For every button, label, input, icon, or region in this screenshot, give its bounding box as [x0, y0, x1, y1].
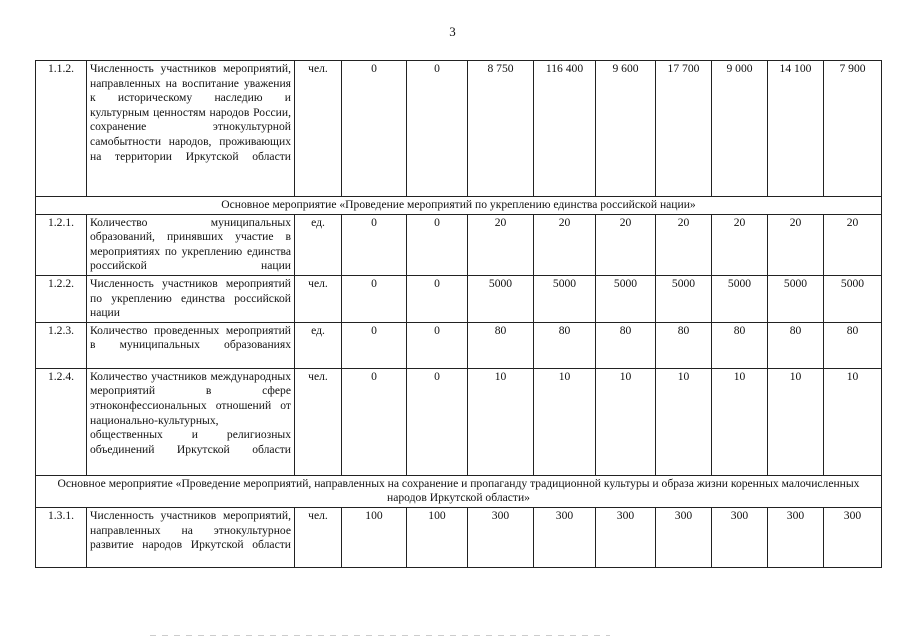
row-value: 20	[534, 214, 596, 275]
row-unit: чел.	[295, 507, 342, 567]
section-row	[36, 197, 882, 215]
row-code: 1.2.4.	[36, 368, 87, 475]
table-row	[36, 322, 882, 368]
row-value: 0	[342, 322, 407, 368]
row-value: 10	[534, 368, 596, 475]
row-name: Численность участников мероприятий, направленных на этнокультурное развитие народов Иркутской области	[87, 507, 295, 567]
row-value: 0	[342, 275, 407, 322]
row-value: 300	[534, 507, 596, 567]
row-name: Количество участников международных мероприятий в сфере этноконфессиональных отношений от национально-культурных, общественных и религиозных объединений Иркутской области	[87, 368, 295, 475]
row-code: 1.3.1.	[36, 507, 87, 567]
row-name: Количество проведенных мероприятий в муниципальных образованиях	[87, 322, 295, 368]
section-heading: Основное мероприятие «Проведение мероприятий по укреплению единства российской нации»	[36, 197, 882, 215]
row-value: 10	[596, 368, 656, 475]
row-value: 80	[824, 322, 882, 368]
row-value: 80	[656, 322, 712, 368]
row-value: 5000	[468, 275, 534, 322]
row-value: 300	[712, 507, 768, 567]
page-number: 3	[449, 24, 456, 39]
row-value: 9 600	[596, 61, 656, 197]
row-value: 80	[712, 322, 768, 368]
scan-artifact-line	[150, 635, 610, 636]
row-value: 9 000	[712, 61, 768, 197]
row-value: 20	[768, 214, 824, 275]
table-row	[36, 507, 882, 567]
row-value: 100	[342, 507, 407, 567]
row-value: 300	[824, 507, 882, 567]
row-name: Численность участников мероприятий, направленных на воспитание уважения к историческому наследию и культурным ценностям народов России, сохранение этнокультурной самобытности народов, проживающих на территории Иркутской области	[87, 61, 295, 197]
row-value: 10	[468, 368, 534, 475]
row-code: 1.2.1.	[36, 214, 87, 275]
row-value: 14 100	[768, 61, 824, 197]
row-unit: ед.	[295, 214, 342, 275]
indicators-table	[35, 60, 882, 568]
row-value: 0	[407, 214, 468, 275]
row-value: 20	[712, 214, 768, 275]
section-row	[36, 475, 882, 507]
row-value: 5000	[534, 275, 596, 322]
row-value: 5000	[824, 275, 882, 322]
table-row	[36, 275, 882, 322]
row-value: 7 900	[824, 61, 882, 197]
row-value: 300	[656, 507, 712, 567]
row-value: 0	[342, 61, 407, 197]
row-value: 20	[596, 214, 656, 275]
row-value: 300	[768, 507, 824, 567]
row-name: Количество муниципальных образований, принявших участие в мероприятиях по укреплению единства российской нации	[87, 214, 295, 275]
row-unit: чел.	[295, 368, 342, 475]
row-unit: чел.	[295, 61, 342, 197]
row-value: 0	[407, 61, 468, 197]
row-value: 5000	[712, 275, 768, 322]
row-value: 300	[468, 507, 534, 567]
row-value: 10	[712, 368, 768, 475]
row-value: 0	[342, 214, 407, 275]
row-value: 80	[768, 322, 824, 368]
row-unit: ед.	[295, 322, 342, 368]
table-row	[36, 61, 882, 197]
row-code: 1.2.3.	[36, 322, 87, 368]
row-value: 80	[534, 322, 596, 368]
table-row	[36, 214, 882, 275]
row-value: 17 700	[656, 61, 712, 197]
row-value: 8 750	[468, 61, 534, 197]
row-value: 0	[407, 275, 468, 322]
row-name: Численность участников мероприятий по укреплению единства российской нации	[87, 275, 295, 322]
row-value: 80	[596, 322, 656, 368]
row-value: 100	[407, 507, 468, 567]
section-heading: Основное мероприятие «Проведение мероприятий, направленных на сохранение и пропаганду традиционной культуры и образа жизни коренных малочисленных народов Иркутской области»	[36, 475, 882, 507]
row-value: 0	[407, 322, 468, 368]
row-value: 5000	[596, 275, 656, 322]
row-value: 5000	[656, 275, 712, 322]
row-value: 0	[407, 368, 468, 475]
row-value: 20	[824, 214, 882, 275]
row-unit: чел.	[295, 275, 342, 322]
table-row	[36, 368, 882, 475]
row-value: 0	[342, 368, 407, 475]
row-value: 10	[824, 368, 882, 475]
row-value: 10	[656, 368, 712, 475]
row-value: 20	[468, 214, 534, 275]
row-value: 5000	[768, 275, 824, 322]
row-value: 116 400	[534, 61, 596, 197]
row-value: 300	[596, 507, 656, 567]
row-value: 20	[656, 214, 712, 275]
row-value: 80	[468, 322, 534, 368]
row-code: 1.1.2.	[36, 61, 87, 197]
row-value: 10	[768, 368, 824, 475]
row-code: 1.2.2.	[36, 275, 87, 322]
